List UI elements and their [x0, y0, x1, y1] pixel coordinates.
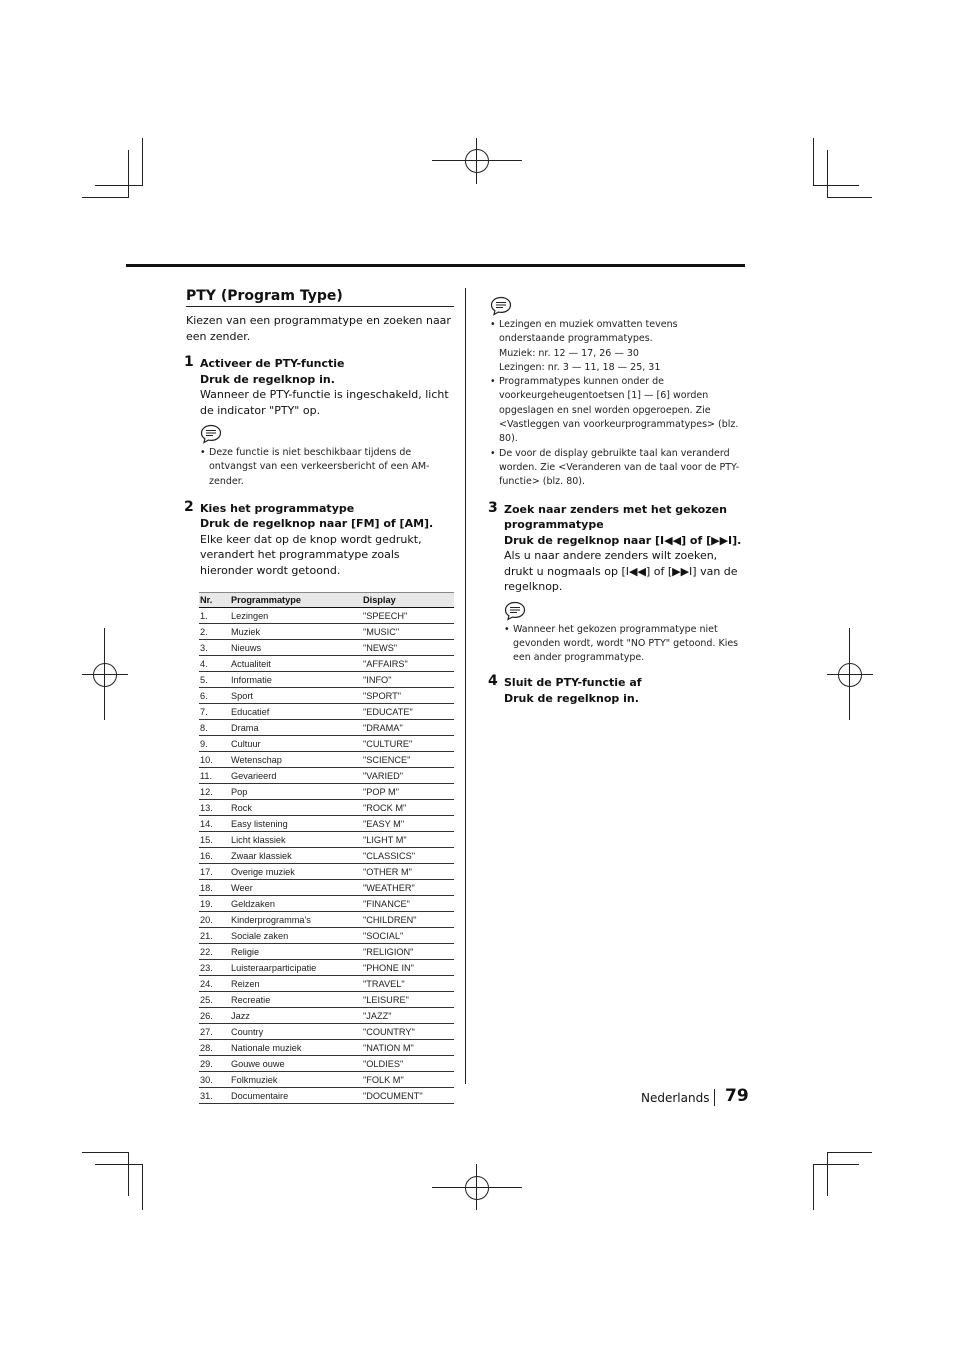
display-code: "WEATHER": [362, 880, 454, 896]
program-type: Drama: [230, 720, 362, 736]
pty-table: [199, 592, 454, 1104]
table-row: [199, 992, 454, 1008]
table-row: [199, 960, 454, 976]
program-type: Gevarieerd: [230, 768, 362, 784]
program-type: Reizen: [230, 976, 362, 992]
table-row: [199, 656, 454, 672]
display-code: "PHONE IN": [362, 960, 454, 976]
row-number: 29.: [199, 1056, 230, 1072]
note-icon: [490, 296, 512, 316]
step-2: [184, 498, 454, 579]
section-intro: Kiezen van een programmatype en zoeken naar een zender.: [186, 314, 451, 343]
table-row: [199, 1056, 454, 1072]
program-type: Luisteraarparticipatie: [230, 960, 362, 976]
column-divider: [465, 288, 466, 1084]
row-number: 10.: [199, 752, 230, 768]
step-heading: Zoek naar zenders met het gekozen programmatype: [504, 502, 727, 532]
row-number: 27.: [199, 1024, 230, 1040]
display-code: "LIGHT M": [362, 832, 454, 848]
step-heading: Activeer de PTY-functie: [200, 357, 345, 370]
display-code: "VARIED": [362, 768, 454, 784]
table-row: [199, 848, 454, 864]
table-row: [199, 768, 454, 784]
table-row: [199, 896, 454, 912]
program-type: Sport: [230, 688, 362, 704]
table-row: [199, 784, 454, 800]
display-code: "INFO": [362, 672, 454, 688]
row-number: 2.: [199, 624, 230, 640]
row-number: 22.: [199, 944, 230, 960]
step-number: 1: [184, 354, 194, 370]
display-code: "CLASSICS": [362, 848, 454, 864]
display-code: "SPEECH": [362, 608, 454, 624]
program-type: Easy listening: [230, 816, 362, 832]
display-code: "COUNTRY": [362, 1024, 454, 1040]
table-row: [199, 912, 454, 928]
row-number: 24.: [199, 976, 230, 992]
step-subheading: Druk de regelknop in.: [504, 691, 639, 705]
program-type: Gouwe ouwe: [230, 1056, 362, 1072]
display-code: "SPORT": [362, 688, 454, 704]
table-row: [199, 752, 454, 768]
program-type: Informatie: [230, 672, 362, 688]
program-type: Lezingen: [230, 608, 362, 624]
display-code: "TRAVEL": [362, 976, 454, 992]
table-row: [199, 864, 454, 880]
table-row: [199, 608, 454, 624]
program-type: Pop: [230, 784, 362, 800]
row-number: 1.: [199, 608, 230, 624]
program-type: Muziek: [230, 624, 362, 640]
row-number: 7.: [199, 704, 230, 720]
column-header: Display: [362, 593, 454, 608]
note-item: • Lezingen en muziek omvatten tevens onderstaande programmatypes. Muziek: nr. 12 — 17, 26 — 30 Lezingen: nr. 3 — 11, 18 — 25, 31: [490, 319, 678, 373]
footer-divider: [714, 1089, 715, 1106]
display-code: "DRAMA": [362, 720, 454, 736]
footer-language: Nederlands: [641, 1091, 710, 1105]
step-body: Als u naar andere zenders wilt zoeken, drukt u nogmaals op [I◀◀] of [▶▶I] van de regelknop.: [504, 549, 738, 594]
display-code: "JAZZ": [362, 1008, 454, 1024]
row-number: 5.: [199, 672, 230, 688]
note-icon: [504, 601, 526, 621]
row-number: 12.: [199, 784, 230, 800]
program-type: Sociale zaken: [230, 928, 362, 944]
page-number: 79: [725, 1086, 749, 1106]
program-type: Jazz: [230, 1008, 362, 1024]
table-row: [199, 1088, 454, 1104]
row-number: 30.: [199, 1072, 230, 1088]
program-type: Cultuur: [230, 736, 362, 752]
table-row: [199, 1072, 454, 1088]
display-code: "OLDIES": [362, 1056, 454, 1072]
display-code: "EDUCATE": [362, 704, 454, 720]
display-code: "SCIENCE": [362, 752, 454, 768]
row-number: 17.: [199, 864, 230, 880]
right-column: [490, 294, 746, 706]
section-title: PTY (Program Type): [186, 288, 454, 307]
table-row: [199, 736, 454, 752]
left-column: [186, 288, 454, 1104]
display-code: "POP M": [362, 784, 454, 800]
program-type: Documentaire: [230, 1088, 362, 1104]
step-subheading: Druk de regelknop in.: [200, 372, 335, 386]
step-number: 2: [184, 498, 194, 515]
display-code: "AFFAIRS": [362, 656, 454, 672]
display-code: "FINANCE": [362, 896, 454, 912]
row-number: 13.: [199, 800, 230, 816]
row-number: 3.: [199, 640, 230, 656]
row-number: 6.: [199, 688, 230, 704]
table-row: [199, 624, 454, 640]
program-type: Country: [230, 1024, 362, 1040]
program-type: Kinderprogramma's: [230, 912, 362, 928]
note-item: • De voor de display gebruikte taal kan veranderd worden. Zie <Veranderen van de taal voor de PTY-functie> (blz. 80).: [490, 447, 740, 488]
note-item: • Deze functie is niet beschikbaar tijdens de ontvangst van een verkeersbericht of een AM-zender.: [200, 447, 430, 487]
program-type: Wetenschap: [230, 752, 362, 768]
row-number: 16.: [199, 848, 230, 864]
row-number: 21.: [199, 928, 230, 944]
note-item: • Wanneer het gekozen programmatype niet gevonden wordt, wordt "NO PTY" getoond. Kies een ander programmatype.: [504, 623, 739, 664]
step-subheading: Druk de regelknop naar [I◀◀] of [▶▶I].: [504, 533, 742, 547]
step-3: [488, 499, 746, 666]
row-number: 18.: [199, 880, 230, 896]
row-number: 20.: [199, 912, 230, 928]
display-code: "OTHER M": [362, 864, 454, 880]
table-row: [199, 1008, 454, 1024]
row-number: 28.: [199, 1040, 230, 1056]
display-code: "NEWS": [362, 640, 454, 656]
display-code: "CULTURE": [362, 736, 454, 752]
row-number: 9.: [199, 736, 230, 752]
table-row: [199, 704, 454, 720]
program-type: Recreatie: [230, 992, 362, 1008]
step-body: Wanneer de PTY-functie is ingeschakeld, licht de indicator "PTY" op.: [200, 388, 449, 417]
step-heading: Sluit de PTY-functie af: [504, 676, 642, 690]
row-number: 15.: [199, 832, 230, 848]
step-body: Elke keer dat op de knop wordt gedrukt, verandert het programmatype zoals hieronder wordt getoond.: [200, 532, 422, 577]
program-type: Religie: [230, 944, 362, 960]
program-type: Educatief: [230, 704, 362, 720]
row-number: 14.: [199, 816, 230, 832]
table-row: [199, 976, 454, 992]
header-rule: [126, 264, 745, 267]
table-row: [199, 880, 454, 896]
row-number: 11.: [199, 768, 230, 784]
row-number: 25.: [199, 992, 230, 1008]
table-row: [199, 672, 454, 688]
table-row: [199, 816, 454, 832]
display-code: "NATION M": [362, 1040, 454, 1056]
note-item: • Programmatypes kunnen onder de voorkeurgeheugentoetsen [1] — [6] worden opgeslagen en snel worden opgeroepen. Zie <Vastleggen van voorkeurprogrammatypes> (blz. 80).: [490, 376, 739, 445]
program-type: Zwaar klassiek: [230, 848, 362, 864]
table-row: [199, 944, 454, 960]
display-code: "ROCK M": [362, 800, 454, 816]
row-number: 19.: [199, 896, 230, 912]
display-code: "RELIGION": [362, 944, 454, 960]
program-type: Geldzaken: [230, 896, 362, 912]
row-number: 26.: [199, 1008, 230, 1024]
display-code: "FOLK M": [362, 1072, 454, 1088]
program-type: Overige muziek: [230, 864, 362, 880]
display-code: "LEISURE": [362, 992, 454, 1008]
program-type: Rock: [230, 800, 362, 816]
program-type: Actualiteit: [230, 656, 362, 672]
table-header-row: [199, 593, 454, 608]
table-row: [199, 832, 454, 848]
row-number: 31.: [199, 1088, 230, 1104]
program-type: Nationale muziek: [230, 1040, 362, 1056]
table-row: [199, 800, 454, 816]
row-number: 8.: [199, 720, 230, 736]
row-number: 4.: [199, 656, 230, 672]
display-code: "CHILDREN": [362, 912, 454, 928]
step-number: 3: [488, 499, 498, 516]
step-1: [186, 356, 454, 489]
step-number: 4: [488, 673, 498, 690]
row-number: 23.: [199, 960, 230, 976]
table-row: [199, 928, 454, 944]
display-code: "MUSIC": [362, 624, 454, 640]
step-heading: Kies het programmatype: [200, 501, 355, 515]
table-row: [199, 720, 454, 736]
table-row: [199, 688, 454, 704]
table-row: [199, 1040, 454, 1056]
display-code: "SOCIAL": [362, 928, 454, 944]
column-header: Nr.: [199, 593, 230, 608]
table-row: [199, 640, 454, 656]
step-subheading: Druk de regelknop naar [FM] of [AM].: [200, 517, 434, 531]
note-icon: [200, 424, 222, 444]
program-type: Weer: [230, 880, 362, 896]
table-row: [199, 1024, 454, 1040]
display-code: "DOCUMENT": [362, 1088, 454, 1104]
program-type: Folkmuziek: [230, 1072, 362, 1088]
column-header: Programmatype: [230, 593, 362, 608]
program-type: Nieuws: [230, 640, 362, 656]
step-4: [490, 675, 746, 706]
display-code: "EASY M": [362, 816, 454, 832]
program-type: Licht klassiek: [230, 832, 362, 848]
